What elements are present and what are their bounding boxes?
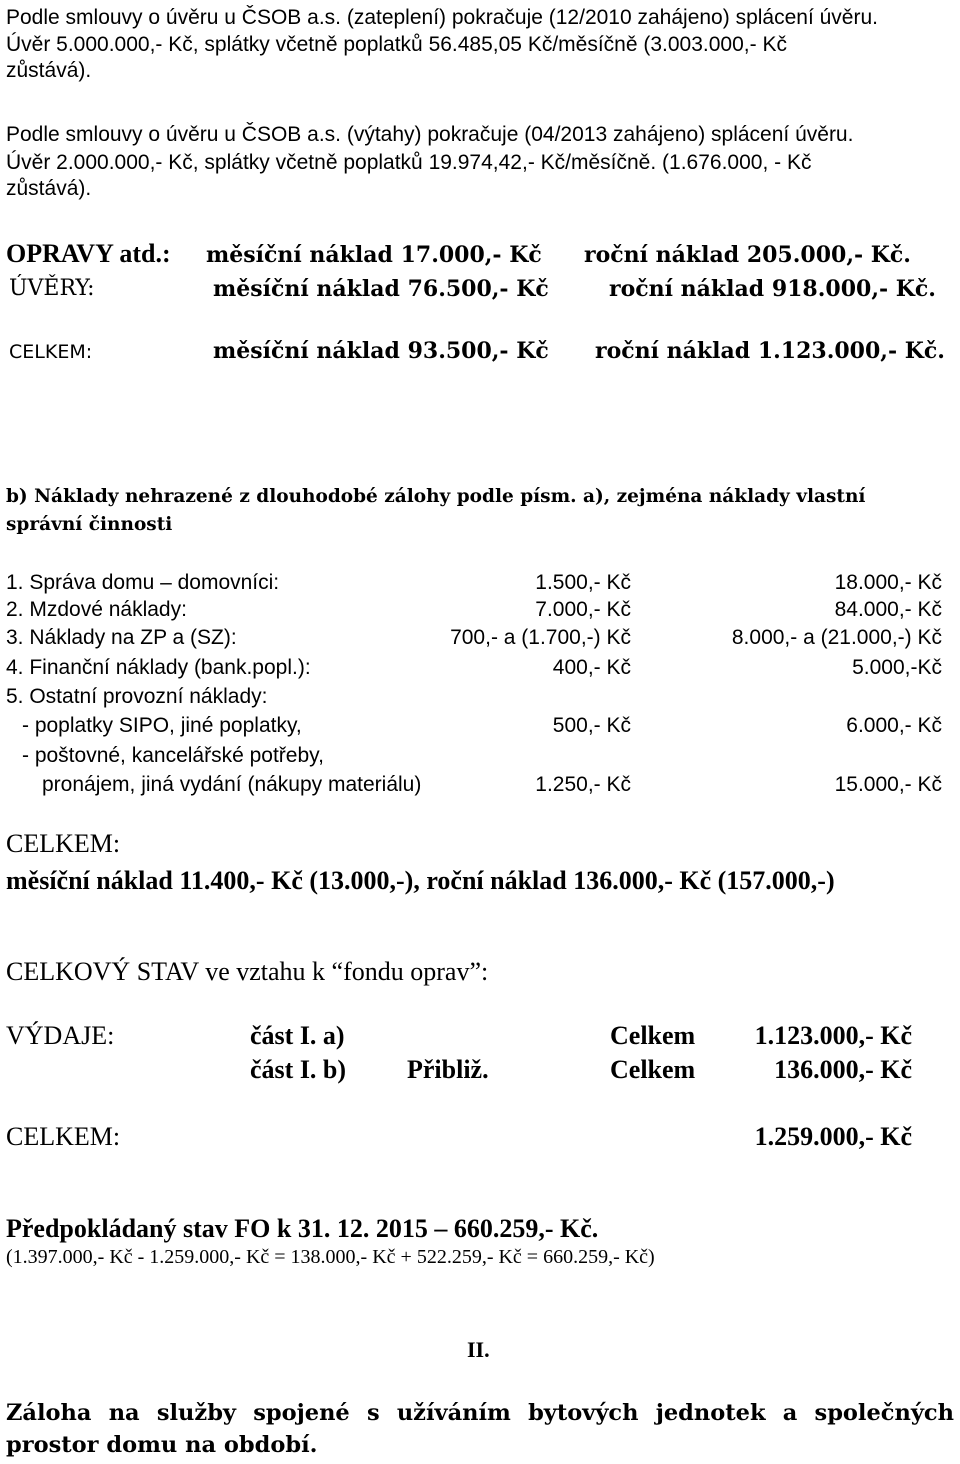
vydaje-label: VÝDAJE: — [6, 1021, 115, 1050]
total-b-text: měsíční náklad 11.400,- Kč (13.000,-), roční náklad 136.000,- Kč (157.000,-) — [6, 866, 835, 895]
forecast-title: Předpokládaný stav FO k 31. 12. 2015 – 660.259,- Kč. — [6, 1214, 599, 1243]
uvery-label: ÚVĚRY: — [9, 276, 95, 301]
cost-row-4-yearly: 5.000,-Kč — [852, 656, 942, 679]
para2-line3: zůstává). — [6, 177, 92, 200]
para1-line1: Podle smlouvy o úvěru u ČSOB a.s. (zateplení) pokračuje (12/2010 zahájeno) splácení úvěru. — [6, 6, 878, 29]
opravy-yearly: roční náklad 205.000,- Kč. — [584, 242, 911, 268]
row1-part: část I. a) — [250, 1021, 345, 1050]
row2-part: část I. b) — [250, 1055, 347, 1084]
overall-title: CELKOVÝ STAV ve vztahu k “fondu oprav”: — [6, 957, 489, 986]
uvery-monthly: měsíční náklad 76.500,- Kč — [213, 276, 549, 302]
para2-line2: Úvěr 2.000.000,- Kč, splátky včetně poplatků 19.974,42,- Kč/měsíčně. (1.676.000, - Kč — [6, 151, 812, 174]
other-cost-2-line1: - poštovné, kancelářské potřeby, — [22, 744, 324, 767]
section-ii-heading-line2: prostor domu na období. — [6, 1432, 318, 1458]
total-b-label: CELKEM: — [6, 829, 121, 858]
celkem-monthly: měsíční náklad 93.500,- Kč — [213, 338, 549, 364]
row1-amount: 1.123.000,- Kč — [754, 1021, 912, 1050]
other-cost-1-monthly: 500,- Kč — [552, 714, 631, 737]
cost-row-4-label: 4. Finanční náklady (bank.popl.): — [6, 656, 311, 679]
cost-row-2-yearly: 84.000,- Kč — [834, 598, 942, 621]
section-b-heading-line1: b) Náklady nehrazené z dlouhodobé zálohy podle písm. a), zejména náklady vlastní — [6, 486, 866, 507]
opravy-monthly: měsíční náklad 17.000,- Kč — [206, 242, 542, 268]
section-ii-heading-line1: Záloha na služby spojené s užíváním bytových jednotek a společných — [6, 1400, 954, 1426]
uvery-yearly: roční náklad 918.000,- Kč. — [609, 276, 936, 302]
cost-row-3-yearly: 8.000,- a (21.000,-) Kč — [731, 626, 942, 649]
cost-row-1-yearly: 18.000,- Kč — [834, 571, 942, 594]
cost-row-1-monthly: 1.500,- Kč — [535, 571, 631, 594]
other-cost-1-label: - poplatky SIPO, jiné poplatky, — [22, 714, 302, 737]
overall-celkem-amount: 1.259.000,- Kč — [754, 1122, 912, 1151]
para2-line1: Podle smlouvy o úvěru u ČSOB a.s. (výtahy) pokračuje (04/2013 zahájeno) splácení úvěru. — [6, 123, 854, 146]
section-ii-number: II. — [467, 1337, 490, 1362]
cost-row-4-monthly: 400,- Kč — [552, 656, 631, 679]
other-cost-2-label: pronájem, jiná vydání (nákupy materiálu) — [42, 773, 422, 796]
cost-row-3-label: 3. Náklady na ZP a (SZ): — [6, 626, 237, 649]
cost-row-2-monthly: 7.000,- Kč — [535, 598, 631, 621]
celkem-yearly: roční náklad 1.123.000,- Kč. — [595, 338, 945, 364]
section-b-heading-line2: správní činnosti — [6, 514, 173, 535]
other-cost-2-yearly: 15.000,- Kč — [834, 773, 942, 796]
opravy-label: OPRAVY atd.: — [6, 239, 171, 268]
other-cost-1-yearly: 6.000,- Kč — [846, 714, 942, 737]
celkem-label: CELKEM: — [9, 341, 93, 363]
cost-row-1-label: 1. Správa domu – domovníci: — [6, 571, 280, 594]
forecast-calc: (1.397.000,- Kč - 1.259.000,- Kč = 138.000,- Kč + 522.259,- Kč = 660.259,- Kč) — [6, 1246, 655, 1268]
overall-celkem-label: CELKEM: — [6, 1122, 121, 1151]
cost-row-3-monthly: 700,- a (1.700,-) Kč — [450, 626, 631, 649]
row2-celkem: Celkem — [610, 1055, 696, 1084]
cost-row-2-label: 2. Mzdové náklady: — [6, 598, 187, 621]
para1-line3: zůstává). — [6, 59, 92, 82]
row1-celkem: Celkem — [610, 1021, 696, 1050]
other-cost-2-monthly: 1.250,- Kč — [535, 773, 631, 796]
other-costs-heading: 5. Ostatní provozní náklady: — [6, 685, 268, 708]
row2-note: Přibliž. — [407, 1055, 489, 1084]
para1-line2: Úvěr 5.000.000,- Kč, splátky včetně poplatků 56.485,05 Kč/měsíčně (3.003.000,- Kč — [6, 33, 787, 56]
row2-amount: 136.000,- Kč — [774, 1055, 912, 1084]
